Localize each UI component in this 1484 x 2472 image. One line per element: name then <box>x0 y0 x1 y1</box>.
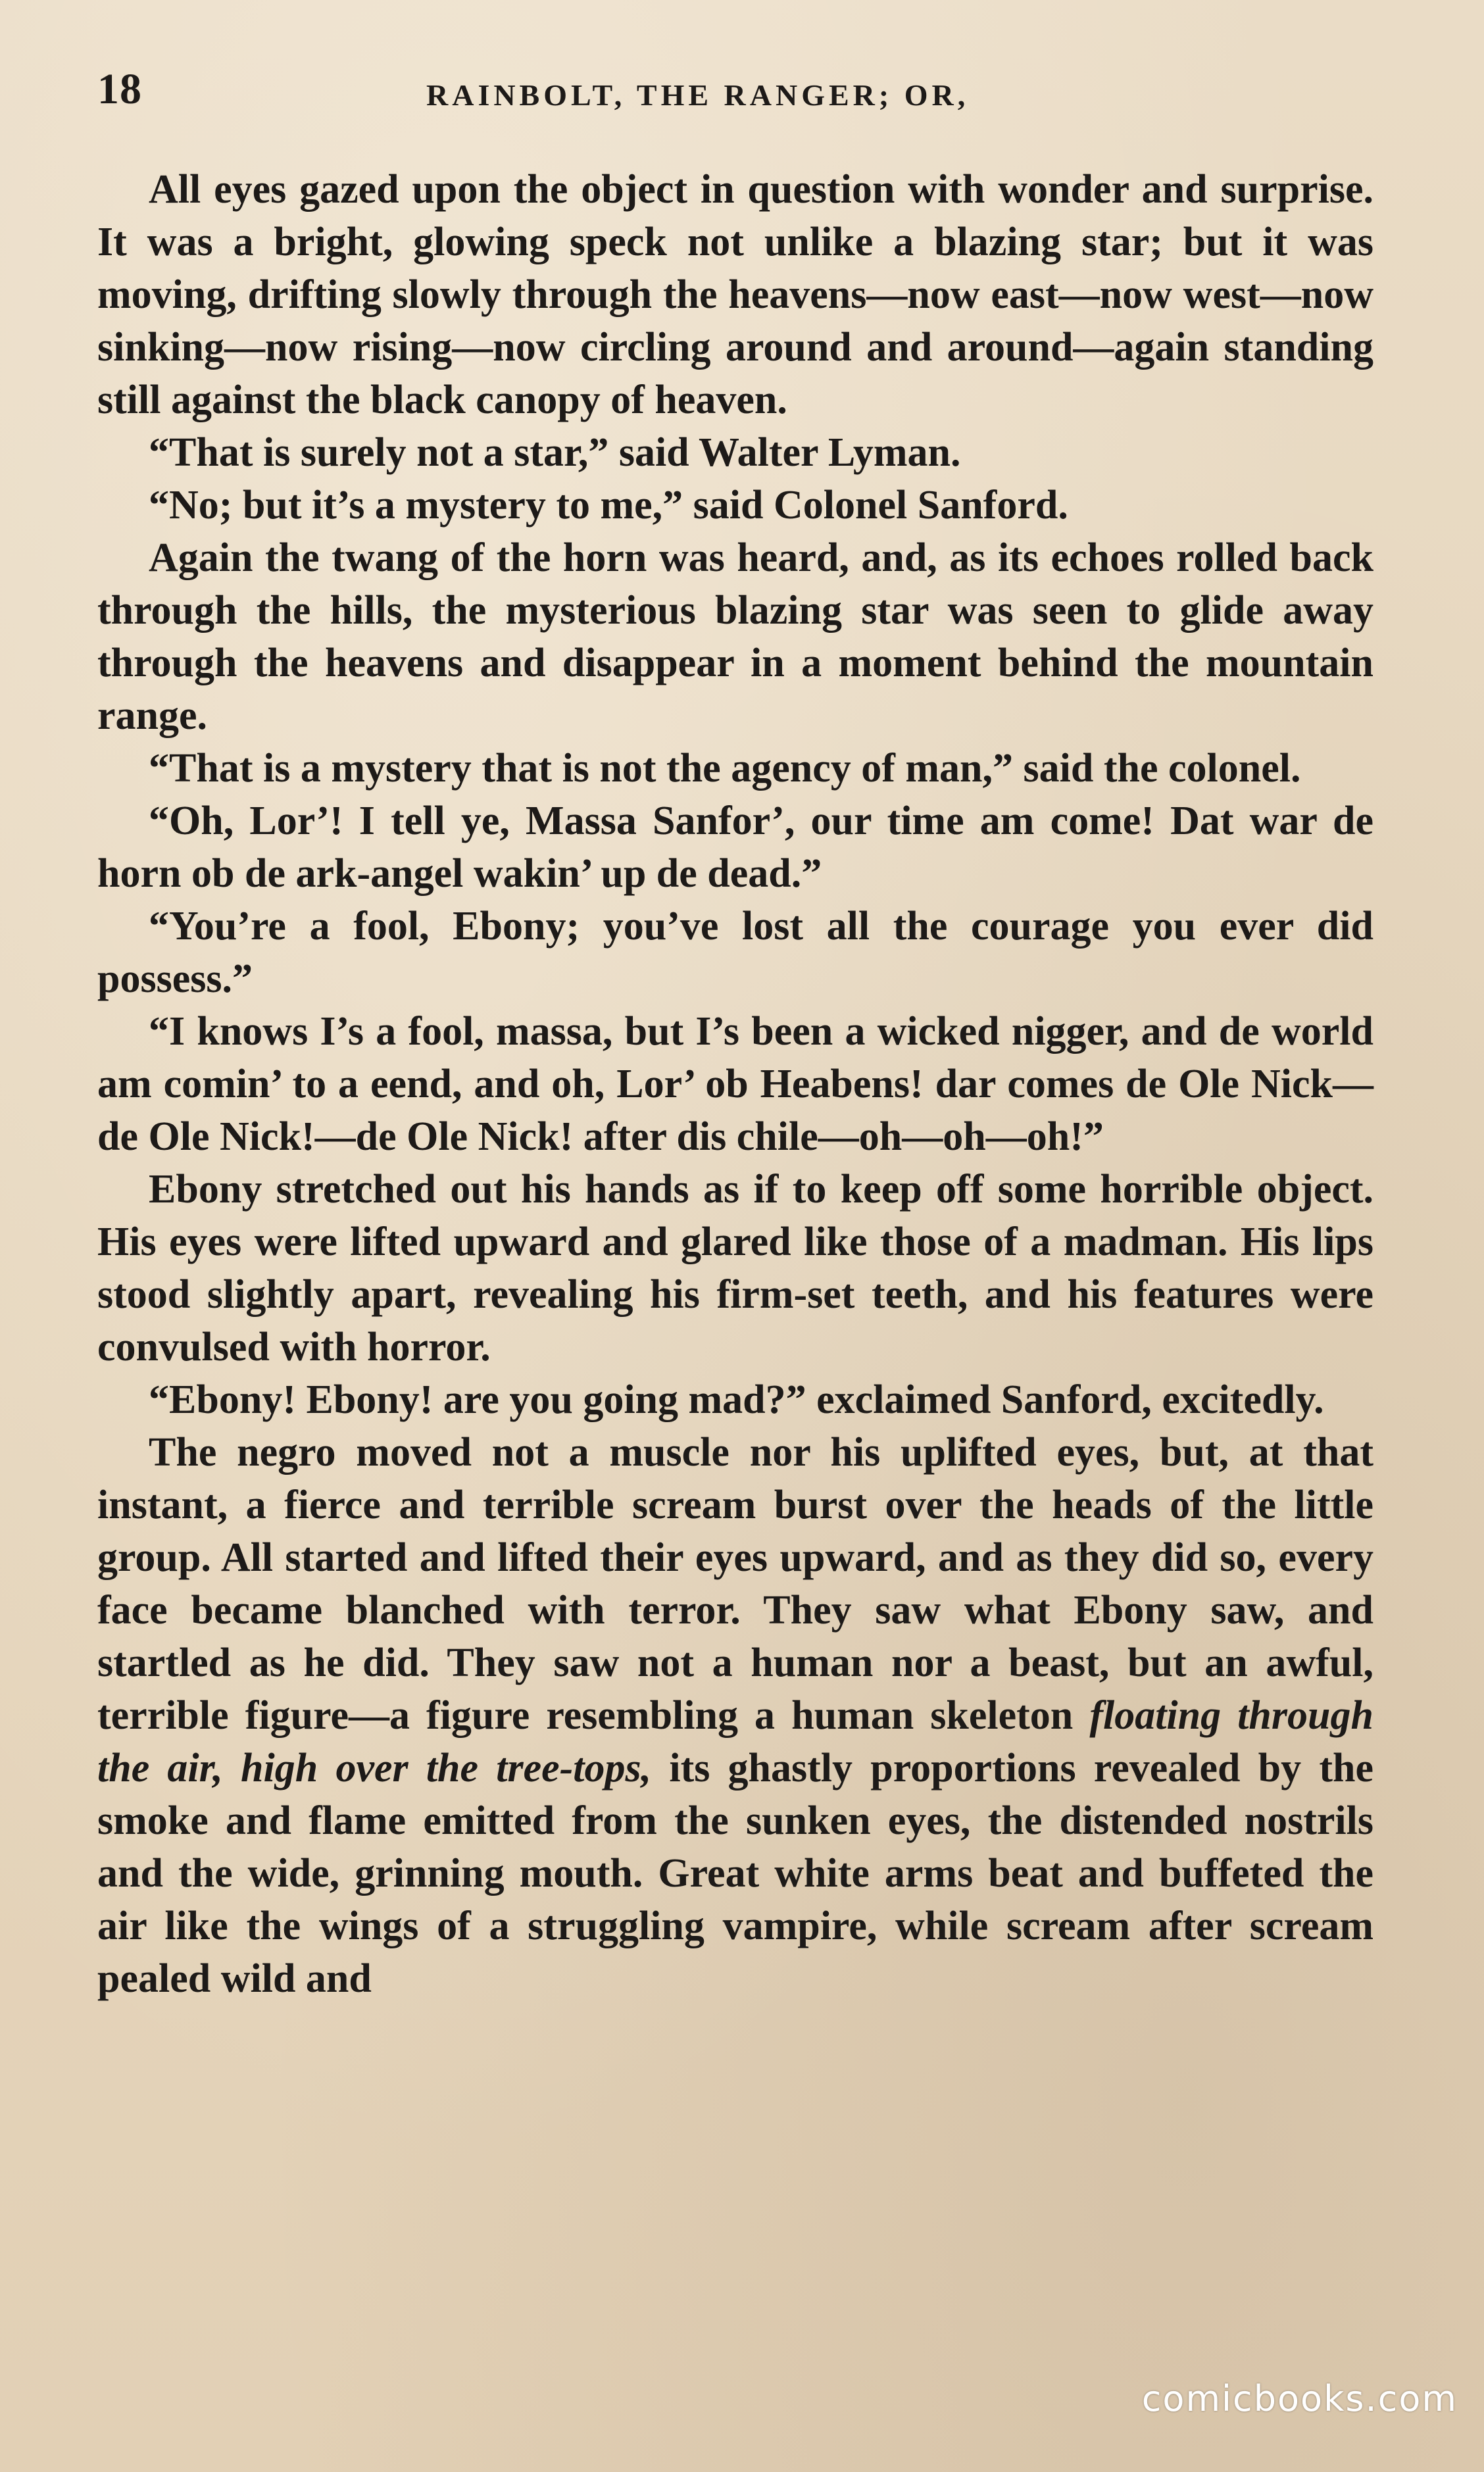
page-header <box>97 58 1373 117</box>
paragraph: “I knows I’s a fool, massa, but I’s been a wicked nigger, and de world am comin’ to a eend, and oh, Lor’ ob Heabens! dar comes de Ole Nick—de Ole Nick!—de Ole Nick! after dis chile—oh—oh—oh!” <box>97 1009 1373 1159</box>
paragraph: Ebony stretched out his hands as if to keep off some horrible object. His eyes were lifted upward and glared like those of a madman. His lips stood slightly apart, revealing his firm-set teeth, and his features were convulsed with horror. <box>97 1167 1373 1370</box>
body-text <box>97 163 1373 2005</box>
watermark: comicbooks.com <box>1141 2378 1458 2419</box>
paragraph-text: its ghastly proportions revealed by the smoke and flame emitted from the sunken eyes, the distended nostrils and the wide, grinning mouth. Great white arms beat and buffeted the air like the wings of a struggling vampire, while scream after scream pealed wild and <box>97 1746 1373 2001</box>
italic-phrase: floating through the air, high over the tree-tops, <box>97 1693 1373 1791</box>
paragraph: “Oh, Lor’! I tell ye, Massa Sanfor’, our time am come! Dat war de horn ob de ark-angel wakin’ up de dead.” <box>97 799 1373 896</box>
paragraph: All eyes gazed upon the object in question with wonder and surprise. It was a bright, glowing speck not unlike a blazing star; but it was moving, drifting slowly through the heavens—now east—now west—now sinking—now rising—now circling around and around—again standing still against the black canopy of heaven. <box>97 167 1373 422</box>
paragraph: “That is a mystery that is not the agency of man,” said the colonel. <box>149 746 1301 791</box>
paragraph: “No; but it’s a mystery to me,” said Colonel Sanford. <box>149 483 1068 528</box>
running-head: RAINBOLT, THE RANGER; OR, <box>426 78 970 112</box>
page-number: 18 <box>97 65 142 113</box>
paragraph: Again the twang of the horn was heard, and, as its echoes rolled back through the hills, the mysterious blazing star was seen to glide away through the heavens and disappear in a moment behind the mountain range. <box>97 535 1373 738</box>
paragraph: “That is surely not a star,” said Walter Lyman. <box>149 430 961 475</box>
paragraph: “You’re a fool, Ebony; you’ve lost all the courage you ever did possess.” <box>97 904 1373 1001</box>
paragraph: “Ebony! Ebony! are you going mad?” exclaimed Sanford, excitedly. <box>149 1377 1324 1422</box>
paragraph-text: The negro moved not a muscle nor his uplifted eyes, but, at that instant, a fierce and terrible scream burst over the heads of the little group. All started and lifted their eyes upward, and as they did so, every face became blanched with terror. They saw what Ebony saw, and startled as he did. They saw not a human nor a beast, but an awful, terrible figure—a figure resembling a human skeleton <box>97 1430 1373 1738</box>
paragraph-last <box>97 1426 1373 2005</box>
